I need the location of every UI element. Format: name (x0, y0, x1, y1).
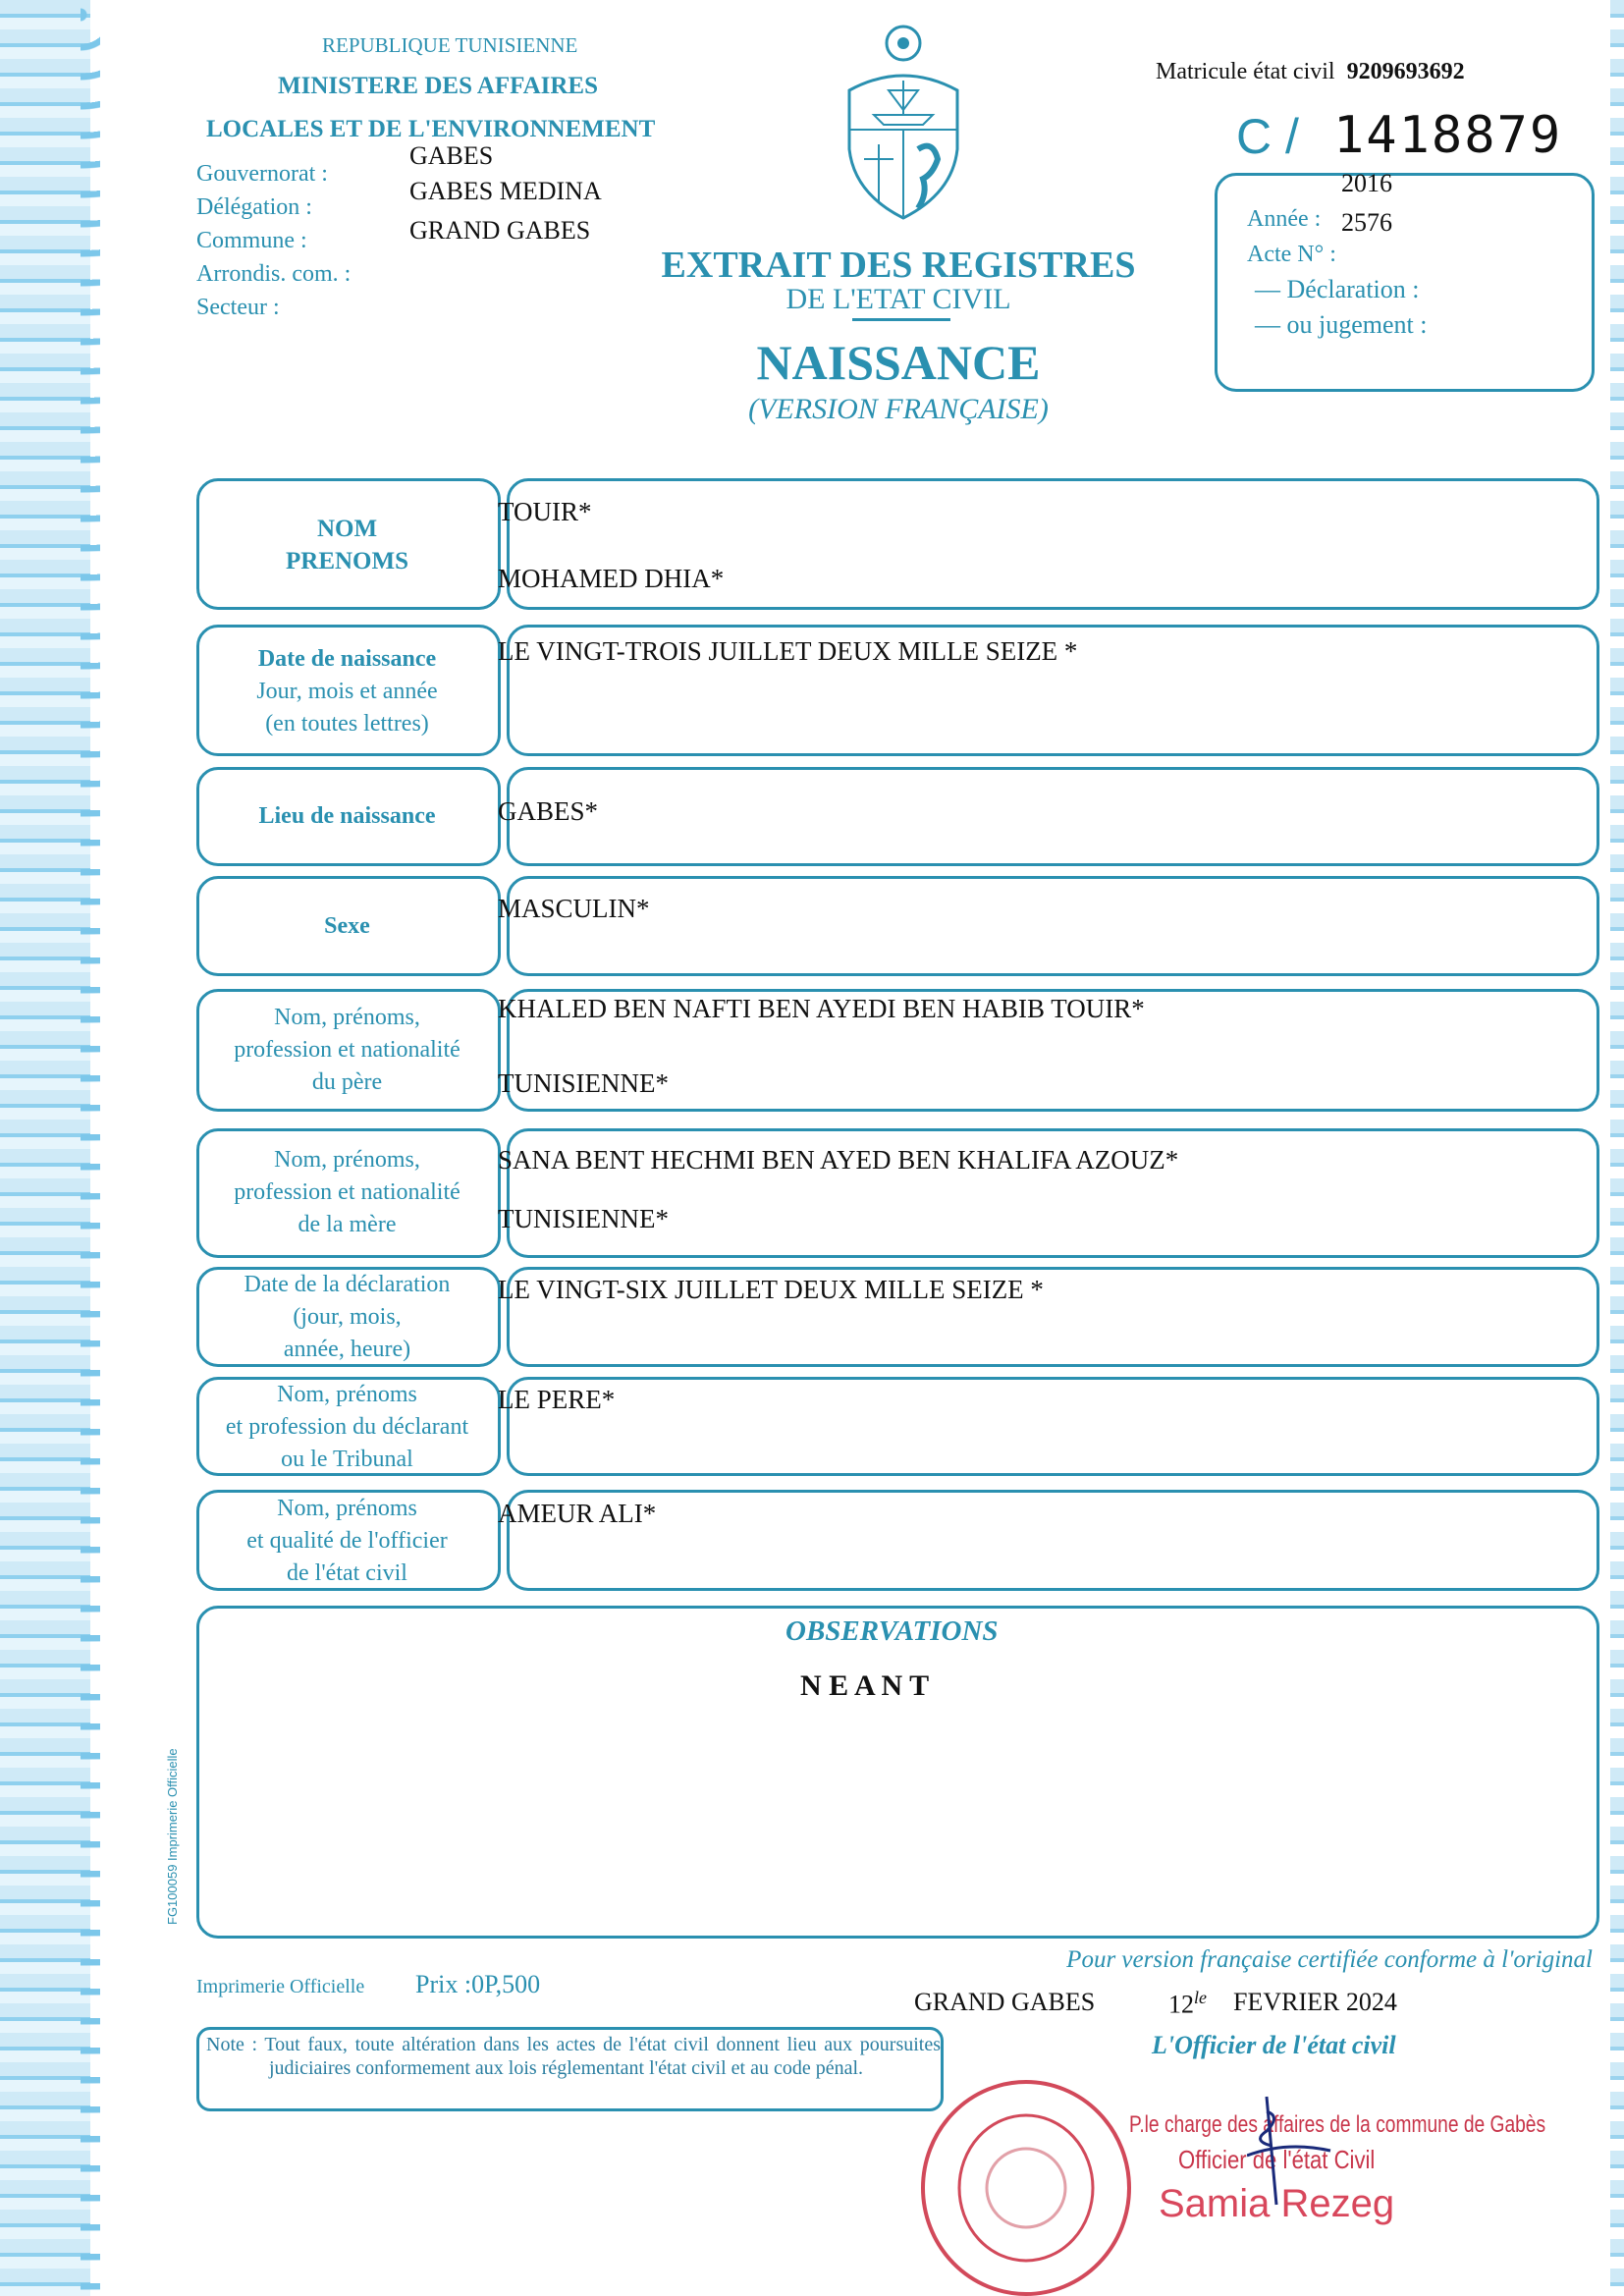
label-declarant (196, 1375, 498, 1479)
acte-value: 2576 (1341, 208, 1392, 237)
signature-icon (1247, 2092, 1335, 2210)
value-pere-nationalite: TUNISIENNE* (498, 1068, 669, 1098)
stamp-name: Samia Rezeg (1159, 2182, 1395, 2225)
serial-number: 1418879 (1333, 106, 1563, 165)
label-line: Nom, prénoms, (274, 1146, 420, 1173)
value-date-declaration: LE VINGT-SIX JUILLET DEUX MILLE SEIZE * (498, 1275, 1044, 1304)
stamp-line1: P.le charge des affaires de la commune de Gabès (1129, 2111, 1546, 2138)
label-nom: NOM (316, 516, 378, 542)
label-bold: Sexe (324, 912, 370, 939)
label-line: Nom, prénoms (277, 1381, 417, 1407)
commune-value: GRAND GABES (409, 216, 591, 245)
label-line: du père (311, 1068, 383, 1095)
value-officier: AMEUR ALI* (498, 1499, 657, 1528)
matricule-value: 9209693692 (1346, 59, 1465, 84)
label-line: Nom, prénoms (277, 1495, 417, 1521)
label-secteur: Secteur : (196, 295, 280, 320)
annee-value: 2016 (1341, 169, 1392, 197)
label-line: de l'état civil (287, 1559, 407, 1586)
value-mere: SANA BENT HECHMI BEN AYED BEN KHALIFA AZOUZ* (498, 1145, 1179, 1175)
label-prenoms: PRENOMS (286, 548, 408, 574)
label-line: (en toutes lettres) (265, 710, 429, 737)
certified-text: Pour version française certifiée conforme à l'original (1066, 1946, 1593, 1973)
value-nom: TOUIR* (498, 497, 592, 526)
issue-day (1168, 1988, 1207, 2020)
observations-value: N E A N T (800, 1669, 930, 1702)
label-arrondissement: Arrondis. com. : (196, 261, 352, 287)
coat-of-arms-icon (835, 22, 972, 223)
title-line1: EXTRAIT DES REGISTRES (661, 245, 1136, 286)
label-commune: Commune : (196, 228, 307, 253)
label-gouvernorat: Gouvernorat : (196, 161, 328, 187)
official-stamp-icon (918, 2072, 1134, 2296)
price-text: Prix :0P,500 (415, 1970, 541, 1998)
ministry-line2: LOCALES ET DE L'ENVIRONNEMENT (206, 116, 656, 142)
row-value-box (507, 876, 1599, 976)
row-value-box (507, 767, 1599, 866)
label-line: (jour, mois, (293, 1303, 402, 1330)
issue-place: GRAND GABES (914, 1988, 1096, 2016)
acte-label: Acte N° : (1247, 242, 1336, 267)
annee-label: Année : (1247, 206, 1322, 232)
decorative-border-left (0, 0, 90, 2296)
label-officier (196, 1489, 498, 1593)
delegation-value: GABES MEDINA (409, 177, 602, 205)
jugement-label: — ou jugement : (1255, 310, 1428, 339)
label-line: Nom, prénoms, (274, 1004, 420, 1030)
label-line: et qualité de l'officier (246, 1527, 448, 1554)
matricule-label: Matricule état civil (1156, 59, 1335, 84)
value-date-naissance: LE VINGT-TROIS JUILLET DEUX MILLE SEIZE * (498, 636, 1078, 666)
value-prenoms: MOHAMED DHIA* (498, 564, 725, 593)
day-number: 12 (1168, 1990, 1194, 2019)
side-print-code: FG100059 Imprimerie Officielle (165, 1748, 180, 1925)
decorative-border-right (1610, 0, 1624, 2296)
issue-month-year: FEVRIER 2024 (1233, 1988, 1397, 2016)
title-main: NAISSANCE (756, 335, 1041, 390)
observations-title: OBSERVATIONS (785, 1615, 999, 1647)
value-lieu-naissance: GABES* (498, 796, 599, 826)
value-declarant: LE PERE* (498, 1385, 616, 1414)
ministry-line1: MINISTERE DES AFFAIRES (278, 73, 599, 99)
label-line: Jour, mois et année (256, 678, 438, 704)
declaration-label: — Déclaration : (1255, 275, 1420, 303)
observations-box (196, 1606, 1599, 1939)
label-line: de la mère (298, 1211, 397, 1237)
title-divider (852, 318, 950, 321)
label-bold: Lieu de naissance (258, 803, 436, 829)
gouvernorat-value: GABES (409, 141, 494, 170)
title-sub: (VERSION FRANÇAISE) (748, 393, 1049, 425)
label-line: profession et nationalité (234, 1178, 460, 1205)
label-line: profession et nationalité (234, 1036, 460, 1063)
day-suffix: le (1194, 1988, 1207, 2007)
label-line: et profession du déclarant (225, 1413, 469, 1440)
label-pere (196, 997, 498, 1103)
matricule (1156, 59, 1465, 85)
label-delegation: Délégation : (196, 194, 312, 220)
value-pere: KHALED BEN NAFTI BEN AYEDI BEN HABIB TOUIR* (498, 994, 1145, 1023)
legal-note: Note : Tout faux, toute altération dans les actes de l'état civil donnent lieu aux poursuites judiciaires conformement aux lois réglementant l'état civil et au code pénal. (206, 2034, 941, 2079)
label-sexe (196, 876, 498, 976)
label-nom-prenoms (196, 501, 498, 589)
title-line2: DE L'ETAT CIVIL (785, 283, 1011, 315)
serial-prefix: C / (1236, 109, 1299, 164)
printer-text: Imprimerie Officielle (196, 1976, 365, 1997)
label-mere (196, 1139, 498, 1245)
label-line: ou le Tribunal (281, 1446, 413, 1472)
label-bold: Date de naissance (257, 645, 437, 672)
republic-heading: REPUBLIQUE TUNISIENNE (322, 33, 578, 57)
label-line: Date de la déclaration (244, 1271, 451, 1297)
value-mere-nationalite: TUNISIENNE* (498, 1204, 669, 1233)
row-value-box (507, 1490, 1599, 1591)
label-line: année, heure) (283, 1336, 411, 1362)
row-value-box (507, 1377, 1599, 1476)
stamp-line2: Officier de l'état Civil (1178, 2145, 1376, 2174)
label-date-declaration (196, 1265, 498, 1369)
officer-title: L'Officier de l'état civil (1152, 2031, 1396, 2059)
label-date-naissance (196, 638, 498, 744)
value-sexe: MASCULIN* (498, 894, 650, 923)
label-lieu-naissance (196, 767, 498, 866)
